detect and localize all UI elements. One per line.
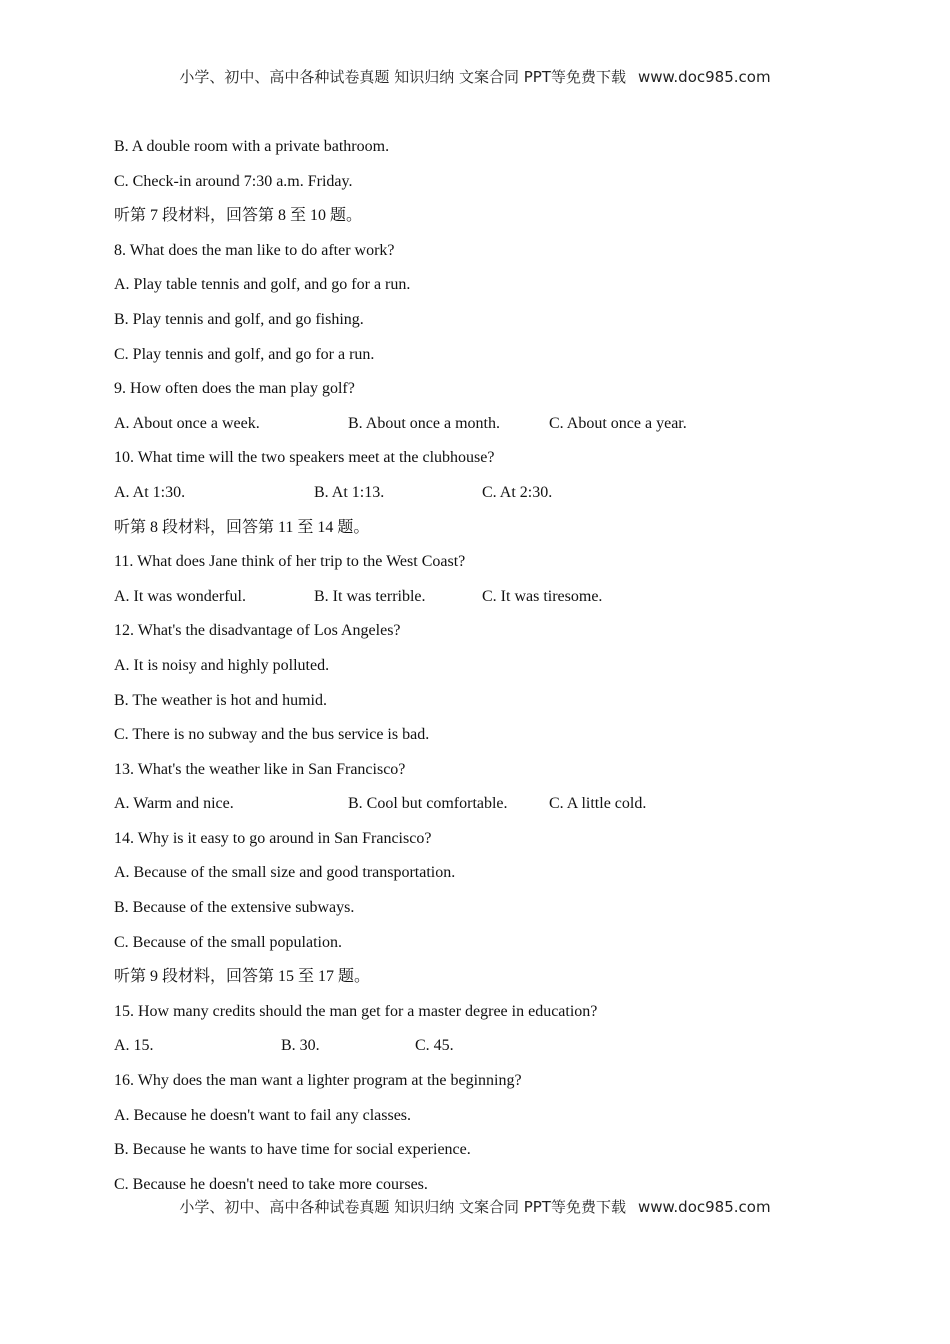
header-url: www.doc985.com (637, 68, 771, 86)
option-line: C. Because he doesn't need to take more courses. (114, 1175, 428, 1193)
option-line: A. Play table tennis and golf, and go for a run. (114, 276, 411, 294)
option-a: A. 15. (114, 1037, 154, 1055)
section-heading: 听第 7 段材料，回答第 8 至 10 题。 (114, 207, 363, 225)
question-15: 15. How many credits should the man get for a master degree in education? (114, 1002, 598, 1020)
page-header (0, 66, 950, 87)
option-row (114, 482, 874, 517)
option-line: A. It is noisy and highly polluted. (114, 656, 330, 674)
question-9: 9. How often does the man play golf? (114, 380, 355, 398)
footer-url: www.doc985.com (637, 1198, 771, 1216)
option-c: C. At 2:30. (482, 483, 553, 501)
footer-text: 小学、初中、高中各种试卷真题 知识归纳 文案合同 PPT等免费下载 (179, 1198, 626, 1216)
question-8: 8. What does the man like to do after work? (114, 241, 395, 259)
option-a: A. It was wonderful. (114, 587, 246, 605)
section-heading: 听第 9 段材料，回答第 15 至 17 题。 (114, 968, 371, 986)
question-13: 13. What's the weather like in San Francisco? (114, 760, 406, 778)
option-line: B. Because of the extensive subways. (114, 899, 355, 917)
option-line: B. Because he wants to have time for social experience. (114, 1141, 471, 1159)
question-12: 12. What's the disadvantage of Los Angeles? (114, 622, 401, 640)
option-b: B. 30. (281, 1037, 320, 1055)
option-c: C. It was tiresome. (482, 587, 603, 605)
option-line: B. The weather is hot and humid. (114, 691, 327, 709)
option-line: C. Because of the small population. (114, 933, 342, 951)
option-a: A. About once a week. (114, 414, 260, 432)
option-line: B. A double room with a private bathroom. (114, 138, 390, 155)
option-line: B. Play tennis and golf, and go fishing. (114, 310, 364, 328)
option-b: B. About once a month. (348, 414, 500, 432)
option-c: C. 45. (415, 1037, 454, 1055)
option-row (114, 413, 874, 448)
option-row (114, 793, 874, 828)
option-c: C. About once a year. (549, 414, 687, 432)
option-line: C. There is no subway and the bus service is bad. (114, 726, 430, 744)
option-line: A. Because he doesn't want to fail any classes. (114, 1106, 412, 1124)
page-footer (0, 1196, 950, 1217)
question-11: 11. What does Jane think of her trip to the West Coast? (114, 553, 466, 571)
option-line: C. Play tennis and golf, and go for a run. (114, 345, 375, 363)
option-b: B. It was terrible. (314, 587, 426, 605)
exam-content (114, 136, 874, 1208)
option-c: C. A little cold. (549, 795, 647, 813)
option-row (114, 1035, 874, 1070)
option-a: A. Warm and nice. (114, 795, 234, 813)
question-16: 16. Why does the man want a lighter program at the beginning? (114, 1072, 522, 1090)
option-line: A. Because of the small size and good transportation. (114, 864, 456, 882)
option-row (114, 586, 874, 621)
question-14: 14. Why is it easy to go around in San Francisco? (114, 829, 432, 847)
option-line: C. Check-in around 7:30 a.m. Friday. (114, 172, 353, 190)
section-heading: 听第 8 段材料，回答第 11 至 14 题。 (114, 518, 370, 536)
question-10: 10. What time will the two speakers meet at the clubhouse? (114, 449, 495, 467)
option-a: A. At 1:30. (114, 483, 186, 501)
option-b: B. At 1:13. (314, 483, 385, 501)
option-b: B. Cool but comfortable. (348, 795, 508, 813)
header-text: 小学、初中、高中各种试卷真题 知识归纳 文案合同 PPT等免费下载 (179, 68, 626, 86)
